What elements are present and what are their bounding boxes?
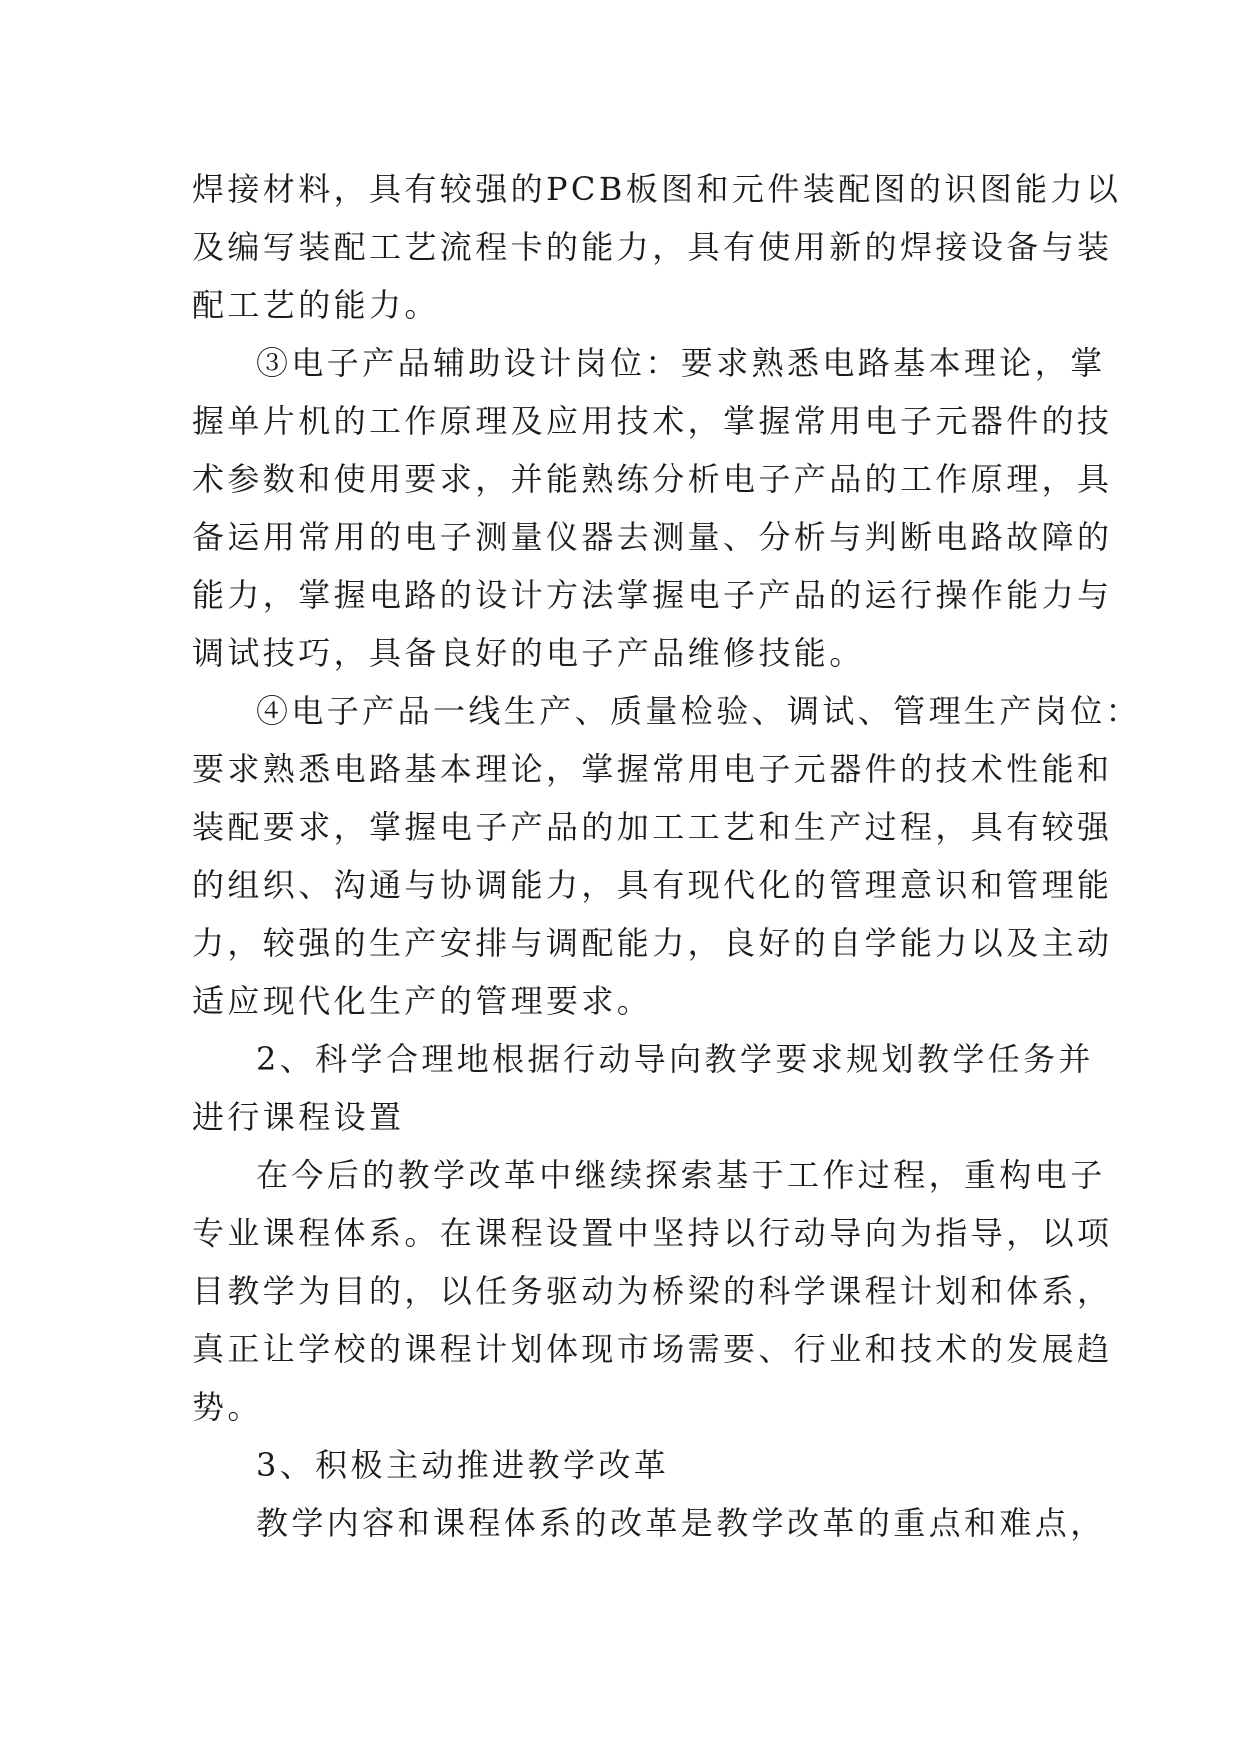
text-line: ③电子产品辅助设计岗位：要求熟悉电路基本理论，掌 (256, 344, 1106, 382)
text-line: 在今后的教学改革中继续探索基于工作过程，重构电子 (256, 1156, 1106, 1194)
text-line: ④电子产品一线生产、质量检验、调试、管理生产岗位： (256, 692, 1142, 730)
section-heading: 2、科学合理地根据行动导向教学要求规划教学任务并 (256, 1040, 1094, 1078)
text-line: 备运用常用的电子测量仪器去测量、分析与判断电路故障的 (192, 518, 1113, 556)
text-line: 的组织、沟通与协调能力，具有现代化的管理意识和管理能 (192, 866, 1113, 904)
text-line: 及编写装配工艺流程卡的能力，具有使用新的焊接设备与装 (192, 228, 1113, 266)
text-line: 焊接材料，具有较强的PCB板图和元件装配图的识图能力以 (192, 170, 1122, 208)
text-line: 要求熟悉电路基本理论，掌握常用电子元器件的技术性能和 (192, 750, 1113, 788)
text-line: 力，较强的生产安排与调配能力，良好的自学能力以及主动 (192, 924, 1113, 962)
text-line: 调试技巧，具备良好的电子产品维修技能。 (192, 634, 865, 672)
section-heading: 3、积极主动推进教学改革 (256, 1446, 670, 1484)
text-line: 适应现代化生产的管理要求。 (192, 982, 653, 1020)
text-line: 真正让学校的课程计划体现市场需要、行业和技术的发展趋 (192, 1330, 1113, 1368)
body-text (192, 160, 1142, 1552)
text-line: 装配要求，掌握电子产品的加工工艺和生产过程，具有较强 (192, 808, 1113, 846)
text-line: 术参数和使用要求，并能熟练分析电子产品的工作原理，具 (192, 460, 1113, 498)
text-line: 教学内容和课程体系的改革是教学改革的重点和难点， (256, 1504, 1106, 1542)
text-line: 势。 (192, 1388, 263, 1426)
section-heading: 进行课程设置 (192, 1098, 405, 1136)
text-line: 专业课程体系。在课程设置中坚持以行动导向为指导，以项 (192, 1214, 1113, 1252)
text-line: 能力，掌握电路的设计方法掌握电子产品的运行操作能力与 (192, 576, 1113, 614)
text-line: 目教学为目的，以任务驱动为桥梁的科学课程计划和体系， (192, 1272, 1113, 1310)
text-line: 握单片机的工作原理及应用技术，掌握常用电子元器件的技 (192, 402, 1113, 440)
text-line: 配工艺的能力。 (192, 286, 440, 324)
